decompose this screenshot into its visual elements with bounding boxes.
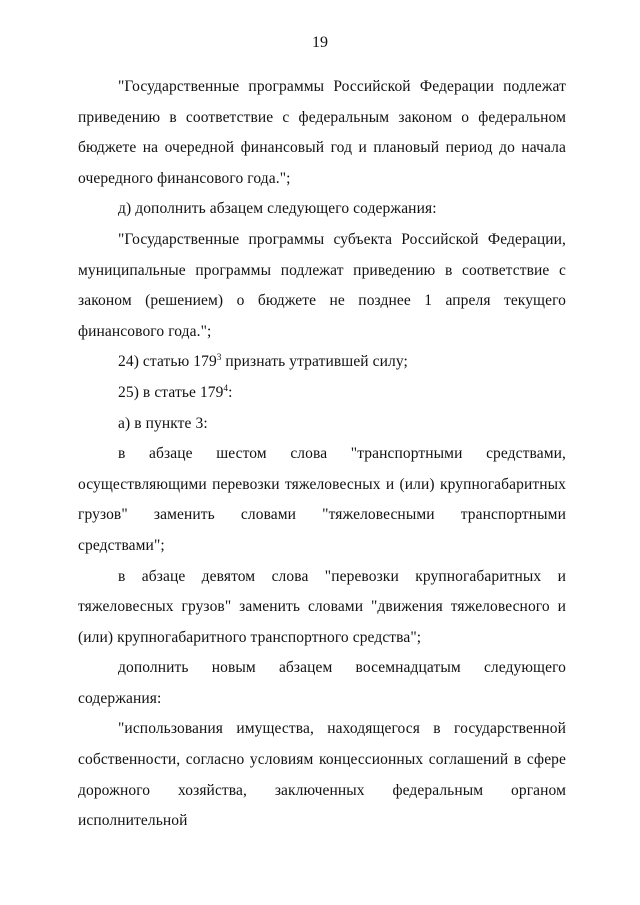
item-24-suffix: признать утратившей силу; <box>221 353 408 371</box>
item-25-prefix: 25) в статье 179 <box>118 383 224 401</box>
item-24-superscript: 3 <box>216 352 222 363</box>
document-body <box>78 72 566 837</box>
page-number: 19 <box>312 34 328 51</box>
item-25-superscript: 4 <box>223 382 229 393</box>
paragraph-paragraph-six: в абзаце шестом слова "транспортными средствами, осуществляющими перевозки тяжеловесных и (или) крупногабаритных грузов" заменить словами "тяжеловесными транспортными средствами"; <box>78 445 566 554</box>
paragraph-paragraph-nine: в абзаце девятом слова "перевозки крупногабаритных и тяжеловесных грузов" заменить словами "движения тяжеловесного и (или) крупногабаритного транспортного средства"; <box>78 567 566 646</box>
paragraph-programs-subject: "Государственные программы субъекта Российской Федерации, муниципальные программы подлежат приведению в соответствие с законом (решением) о бюджете не позднее 1 апреля текущего финансового года."; <box>78 230 566 340</box>
paragraph-item-25 <box>78 378 566 409</box>
paragraph-item-d: д) дополнить абзацем следующего содержания: <box>118 200 437 218</box>
paragraph-item-a: а) в пункте 3: <box>118 414 208 432</box>
paragraph-add-eighteenth: дополнить новым абзацем восемнадцатым следующего содержания: <box>78 659 566 707</box>
item-25-suffix: : <box>228 383 233 401</box>
paragraph-programs-rf: "Государственные программы Российской Федерации подлежат приведению в соответствие с федеральным законом о федеральном бюджете на очередной финансовый год и плановый период до начала очередного финансового года."; <box>78 78 566 187</box>
paragraph-item-24 <box>78 347 566 378</box>
item-24-prefix: 24) статью 179 <box>118 353 217 371</box>
paragraph-property-use: "использования имущества, находящегося в государственной собственности, согласно условиям концессионных соглашений в сфере дорожного хозяйства, заключенных федеральным органом исполнительной <box>78 720 566 830</box>
